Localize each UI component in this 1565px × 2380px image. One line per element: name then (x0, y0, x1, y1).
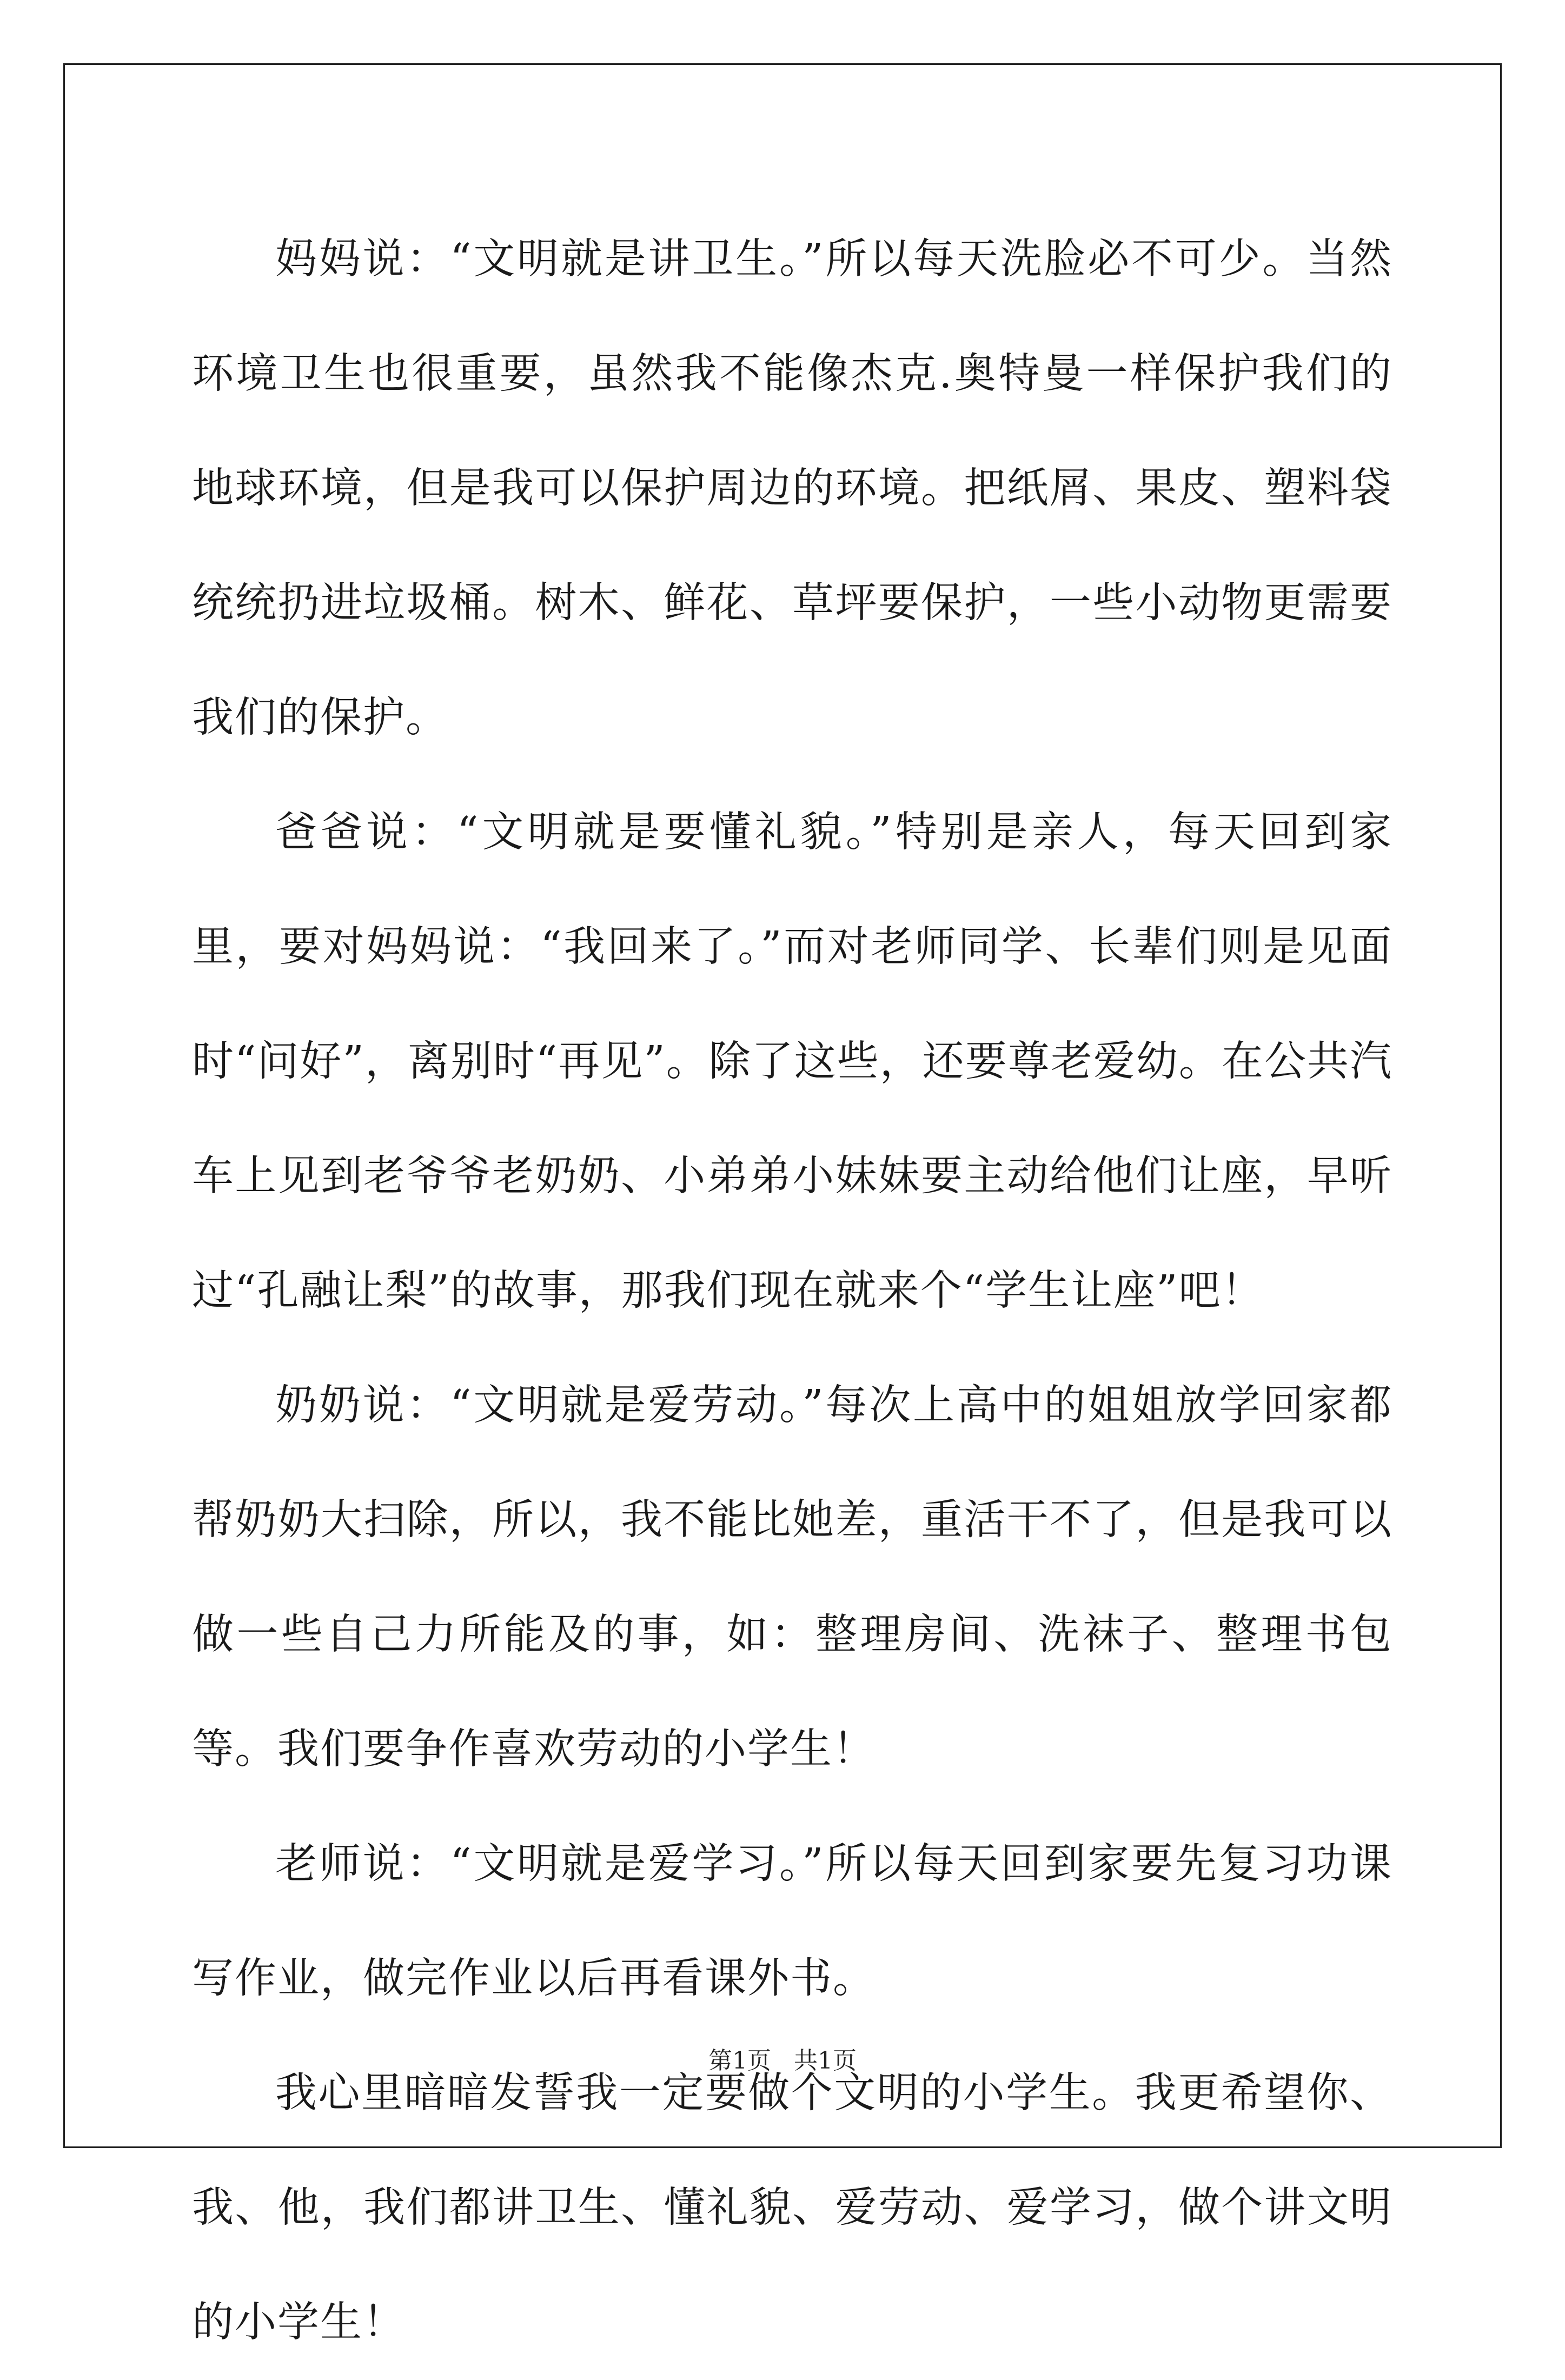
paragraph-teacher: 老师说：“文明就是爱学习。”所以每天回到家要先复习功课写作业，做完作业以后再看课外书。 (192, 1840, 1392, 2003)
paragraph-grandmother: 奶奶说：“文明就是爱劳动。”每次上高中的姐姐放学回家都帮奶奶大扫除，所以，我不能比她差，重活干不了，但是我可以做一些自己力所能及的事，如：整理房间、洗袜子、整理书包等。我们要争作喜欢劳动的小学生！ (192, 1381, 1392, 1773)
page-number-footer: 第1页 共1页 (708, 2047, 857, 2075)
paragraph-mother: 妈妈说：“文明就是讲卫生。”所以每天洗脸必不可少。当然环境卫生也很重要，虽然我不能像杰克.奥特曼一样保护我们的地球环境，但是我可以保护周边的环境。把纸屑、果皮、塑料袋统统扔进垃圾桶。树木、鲜花、草坪要保护，一些小动物更需要我们的保护。 (192, 235, 1392, 742)
paragraph-father: 爸爸说：“文明就是要懂礼貌。”特别是亲人，每天回到家里，要对妈妈说：“我回来了。”而对老师同学、长辈们则是见面时“问好”，离别时“再见”。除了这些，还要尊老爱幼。在公共汽车上见到老爷爷老奶奶、小弟弟小妹妹要主动给他们让座，早听过“孔融让梨”的故事，那我们现在就来个“学生让座”吧！ (192, 808, 1392, 1315)
paragraph-conclusion: 我心里暗暗发誓我一定要做个文明的小学生。我更希望你、我、他，我们都讲卫生、懂礼貌、爱劳动、爱学习，做个讲文明的小学生！ (192, 2069, 1392, 2346)
